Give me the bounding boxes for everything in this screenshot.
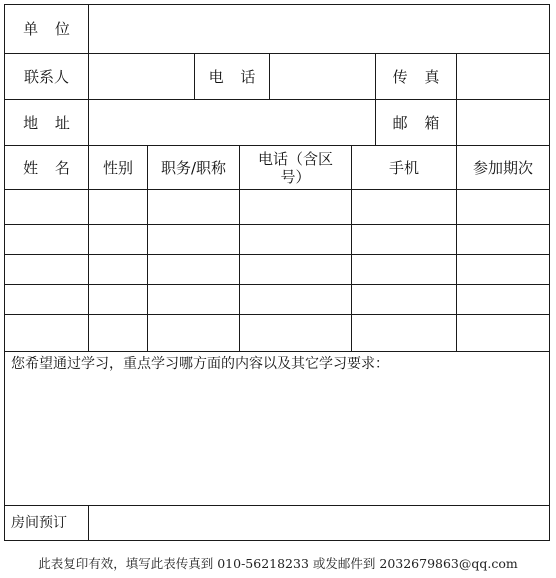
phone-label: 电 话 <box>208 67 262 86</box>
header-phone-with-area-code: 电话（含区号） <box>258 149 334 186</box>
header-session: 参加期次 <box>472 158 533 177</box>
email-field[interactable] <box>457 100 549 145</box>
table-row[interactable] <box>5 255 549 284</box>
room-booking-field[interactable] <box>89 506 549 540</box>
unit-label: 单 位 <box>23 20 76 38</box>
registration-form <box>4 4 550 541</box>
address-label: 地 址 <box>23 113 76 132</box>
study-requirements-field[interactable] <box>5 377 549 505</box>
header-mobile: 手机 <box>388 158 419 177</box>
fax-label: 传 真 <box>392 67 446 86</box>
contact-field[interactable] <box>89 54 194 99</box>
header-title: 职务/职称 <box>160 158 227 177</box>
email-label: 邮 箱 <box>392 113 446 132</box>
table-row[interactable] <box>5 190 549 224</box>
table-row[interactable] <box>5 285 549 314</box>
unit-field[interactable] <box>89 5 549 53</box>
table-row[interactable] <box>5 225 549 254</box>
address-field[interactable] <box>89 100 375 145</box>
table-row[interactable] <box>5 315 549 351</box>
header-name: 姓 名 <box>23 158 76 177</box>
phone-field[interactable] <box>270 54 375 99</box>
contact-label: 联系人 <box>23 67 69 86</box>
room-booking-label: 房间预订 <box>11 514 67 531</box>
study-requirements-prompt: 您希望通过学习，重点学习哪方面的内容以及其它学习要求： <box>11 355 389 372</box>
fax-field[interactable] <box>457 54 549 99</box>
header-gender: 性别 <box>102 158 133 177</box>
footer-note: 此表复印有效，填写此表传真到 010-56218233 或发邮件到 2032679863@qq.com <box>38 556 518 571</box>
